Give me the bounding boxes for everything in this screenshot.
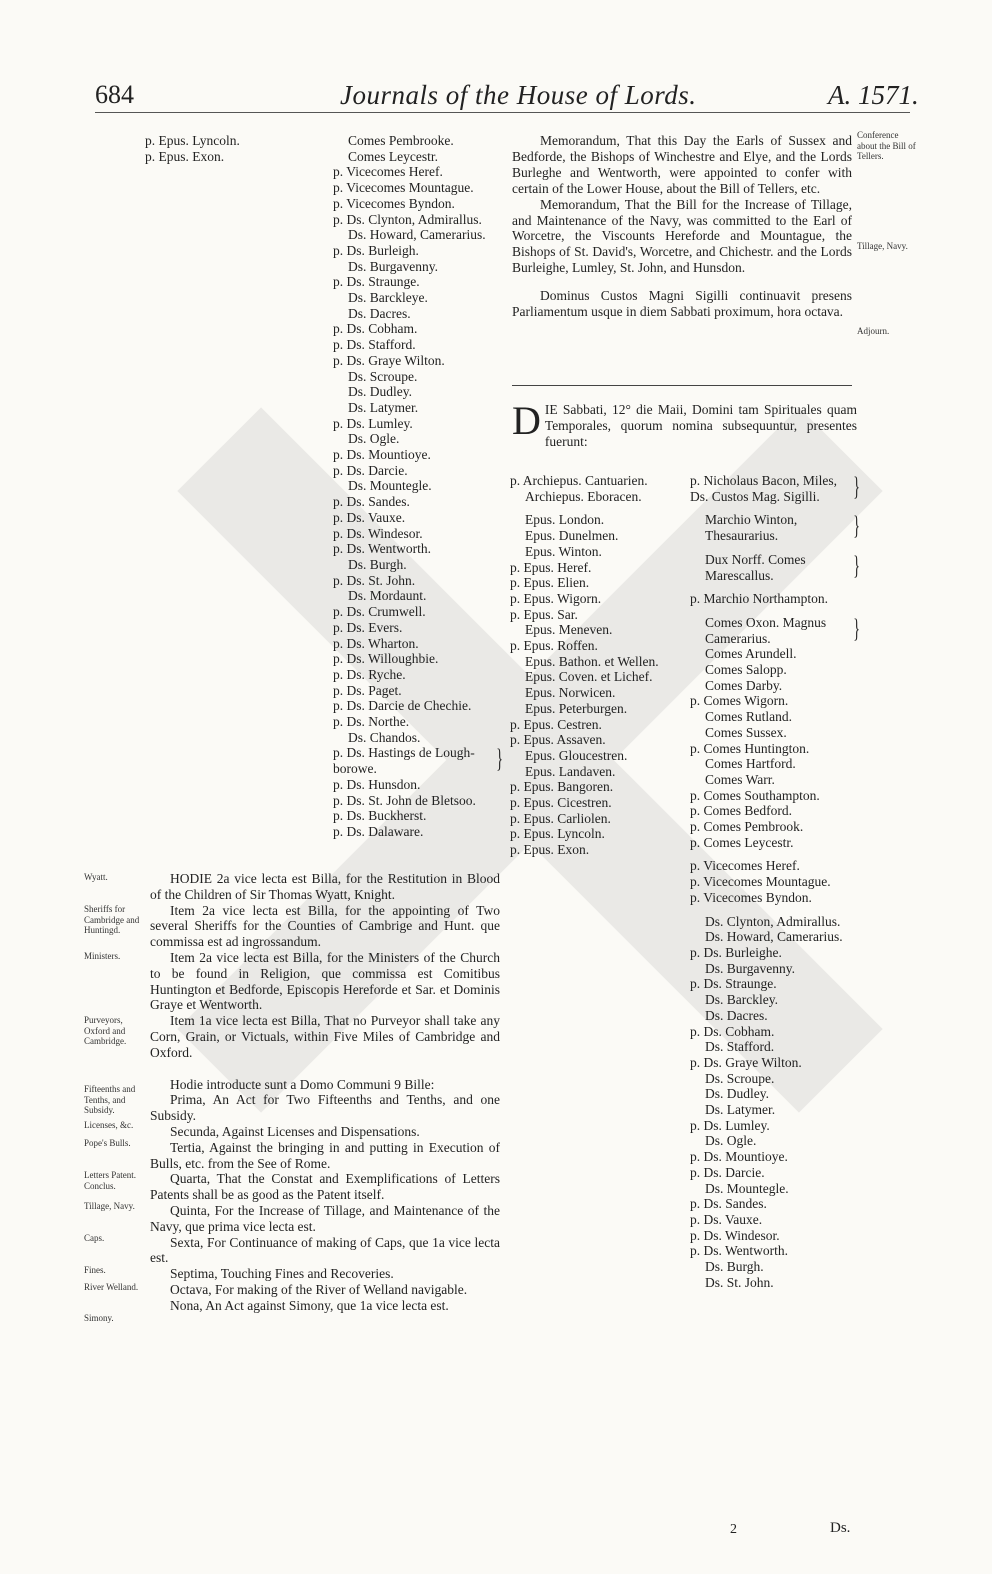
list-item: p. Ds. Burleigh. — [333, 242, 419, 258]
list-item: p. Epus. Lyncoln. — [145, 133, 240, 148]
list-item: Ds. Mountegle. — [705, 1180, 789, 1196]
list-item: Comes Leycestr. — [348, 148, 438, 164]
list-item: Ds. Burgh. — [348, 556, 407, 572]
list-item: p. Nicholaus Bacon, Miles, Ds. Custos Mag. Sigilli. } — [690, 473, 860, 504]
header-rule — [95, 112, 910, 113]
signature-mark: 2 — [730, 1522, 737, 1537]
list-item: Ds. Chandos. — [348, 729, 421, 745]
lords-temporal-list — [690, 473, 860, 1290]
list-item: Marchio Winton, Thesaurarius. } — [690, 512, 860, 543]
list-item: Ds. Scroupe. — [348, 368, 418, 384]
list-item: Comes Salopp. — [705, 662, 787, 678]
list-item: p. Ds. Ryche. — [333, 666, 406, 682]
adjournment: Dominus Custos Magni Sigilli continuavit presens Parliamentum usque in diem Sabbati proximum, hora octava. — [512, 288, 852, 320]
margin-note: Fines. — [84, 1265, 106, 1275]
list-item: p. Comes Pembrook. — [690, 819, 804, 835]
list-item: p. Ds. Windesor. — [690, 1227, 780, 1243]
margin-note-adjourn: Adjourn. — [857, 326, 890, 336]
list-item: p. Epus. Roffen. — [510, 638, 598, 654]
list-item: Comes Hartford. — [705, 756, 796, 772]
proceeding-entry: Secunda, Against Licenses and Dispensations. — [170, 1123, 420, 1139]
list-item: p. Epus. Assaven. — [510, 732, 606, 748]
margin-note: Wyatt. — [84, 872, 108, 882]
left-top-list — [145, 133, 240, 164]
proceeding-entry: Quarta, That the Constat and Exemplifications of Letters Patents shall be as good as the Patent itself. — [150, 1171, 500, 1203]
list-item: Ds. Mountegle. — [348, 478, 432, 494]
margin-note: Tillage, Navy. — [84, 1201, 135, 1211]
list-item: Ds. Ogle. — [705, 1133, 757, 1149]
list-item: Ds. Clynton, Admirallus. — [705, 913, 841, 929]
margin-note: Sheriffs for Cambridge and Huntingd. — [84, 904, 140, 935]
list-item: p. Epus. Sar. — [510, 606, 578, 622]
list-item: p. Ds. Graye Wilton. — [333, 352, 445, 368]
proceeding-entry: Prima, An Act for Two Fifteenths and Tenths, and one Subsidy. — [150, 1092, 500, 1124]
list-item: p. Epus. Elien. — [510, 575, 590, 591]
list-item: Ds. Barckleye. — [348, 290, 428, 306]
margin-note: Caps. — [84, 1233, 105, 1243]
list-item: Epus. London. — [525, 512, 605, 528]
list-item: p. Ds. Clynton, Admirallus. — [333, 211, 482, 227]
list-item: p. Ds. Sandes. — [333, 494, 410, 510]
list-item: p. Epus. Heref. — [510, 559, 592, 575]
proceeding-entry: Septima, Touching Fines and Recoveries. — [170, 1266, 394, 1282]
list-item: p. Ds. Willoughbie. — [333, 651, 439, 667]
proceeding-entry: Quinta, For the Increase of Tillage, and Maintenance of the Navy, que prima vice lecta est. — [150, 1202, 500, 1234]
list-item: Comes Darby. — [705, 677, 783, 693]
list-item: Epus. Bathon. et Wellen. — [525, 653, 659, 669]
list-item: Epus. Gloucestren. — [525, 747, 628, 763]
list-item: Epus. Meneven. — [525, 622, 613, 638]
list-item: p. Ds. Mountioye. — [690, 1149, 788, 1165]
list-item: Comes Warr. — [705, 771, 775, 787]
list-item: p. Ds. Mountioye. — [333, 447, 431, 463]
list-item: p. Vicecomes Byndon. — [333, 195, 455, 211]
list-item: p. Archiepus. Cantuarien. — [510, 473, 648, 488]
list-item: p. Vicecomes Heref. — [690, 858, 800, 874]
day-heading-text: IE Sabbati, 12° die Maii, Domini tam Spirituales quam Temporales, quorum nomina subsequuntur, presentes fuerunt: — [544, 402, 857, 449]
list-item: p. Comes Wigorn. — [690, 693, 789, 709]
margin-note: Licenses, &c. — [84, 1120, 134, 1130]
list-item: p. Vicecomes Heref. — [333, 164, 443, 180]
list-item: p. Epus. Cicestren. — [510, 795, 612, 811]
list-item: Ds. Barckley. — [705, 992, 778, 1008]
list-item: p. Ds. Cobham. — [333, 321, 418, 337]
list-item: Ds. Burgh. — [705, 1259, 764, 1275]
list-item: Epus. Landaven. — [525, 763, 616, 779]
proceeding-entry: Tertia, Against the bringing in and putting in Execution of Bulls, etc. from the See of Rome. — [150, 1139, 500, 1171]
margin-note-conference: Conference about the Bill of Tellers. — [857, 130, 916, 161]
day-heading — [512, 398, 857, 450]
list-item: p. Ds. Buckherst. — [333, 808, 427, 824]
list-item: Ds. Scroupe. — [705, 1070, 775, 1086]
list-item: p. Ds. Straunge. — [333, 274, 420, 290]
list-item: Archiepus. Eboracen. — [525, 488, 642, 504]
proceeding-entry: Item 1a vice lecta est Billa, That no Purveyor shall take any Corn, Grain, or Victuals, within Five Miles of Cambridge and Oxford. — [150, 1013, 500, 1060]
margin-note: Purveyors, Oxford and Cambridge. — [84, 1015, 127, 1046]
list-item: p. Epus. Exon. — [510, 842, 590, 858]
proceeding-entry: Nona, An Act against Simony, que 1a vice lecta est. — [170, 1297, 449, 1313]
running-title: Journals of the House of Lords. — [340, 80, 697, 110]
list-item: p. Ds. Sandes. — [690, 1196, 767, 1212]
list-item: Ds. Howard, Camerarius. — [348, 227, 486, 243]
list-item: p. Ds. Wentworth. — [333, 541, 432, 557]
proceeding-entry: Octava, For making of the River of Welland navigable. — [170, 1281, 468, 1297]
list-item: Ds. Dacres. — [348, 305, 411, 321]
list-item: Comes Oxon. Magnus Camerarius. } — [690, 615, 860, 646]
proceeding-entry: Hodie introducte sunt a Domo Communi 9 Bille: — [170, 1076, 435, 1092]
list-item: p. Comes Bedford. — [690, 803, 792, 819]
list-item: Ds. Ogle. — [348, 431, 400, 447]
list-item: Ds. Latymer. — [705, 1102, 776, 1118]
proceeding-entry: Sexta, For Continuance of making of Caps, que 1a vice lecta est. — [150, 1234, 500, 1266]
list-item: p. Vicecomes Mountague. — [690, 874, 831, 890]
margin-note: Letters Patent. Conclus. — [84, 1170, 136, 1191]
proceedings — [150, 871, 500, 1314]
list-item: p. Ds. Lumley. — [690, 1117, 770, 1133]
list-item: p. Vicecomes Byndon. — [690, 889, 812, 905]
list-item: Ds. Howard, Camerarius. — [705, 929, 843, 945]
list-item: p. Epus. Cestren. — [510, 716, 602, 732]
list-item: p. Ds. Graye Wilton. — [690, 1054, 802, 1070]
list-item: p. Ds. Windesor. — [333, 525, 423, 541]
list-item: p. Ds. Wentworth. — [690, 1243, 789, 1259]
list-item: p. Ds. Stafford. — [333, 337, 416, 353]
list-item: p. Ds. St. John. — [333, 572, 416, 588]
list-item: p. Ds. Cobham. — [690, 1023, 775, 1039]
margin-note-tillage: Tillage, Navy. — [857, 241, 908, 251]
list-item: Ds. Dudley. — [348, 384, 412, 400]
list-item: p. Ds. Lumley. — [333, 415, 413, 431]
list-item: p. Ds. Paget. — [333, 682, 402, 698]
list-item: p. Ds. Darcie. — [690, 1164, 765, 1180]
list-item: p. Epus. Bangoren. — [510, 779, 614, 795]
list-item: Epus. Dunelmen. — [525, 528, 619, 544]
list-item: p. Epus. Wigorn. — [510, 590, 602, 606]
list-item: p. Ds. Straunge. — [690, 976, 777, 992]
proceeding-entry: Item 2a vice lecta est Billa, for the appointing of Two several Sheriffs for the Counties of Cambrige and Hunt. que commissa est ad ingrossandum. — [150, 902, 500, 950]
list-item: Comes Sussex. — [705, 724, 787, 740]
list-item: Epus. Norwicen. — [525, 685, 616, 701]
list-item: p. Ds. Wharton. — [333, 635, 419, 651]
margin-note: Pope's Bulls. — [84, 1138, 131, 1148]
list-item: Dux Norff. Comes Marescallus. } — [690, 552, 860, 583]
list-item: p. Ds. Crumwell. — [333, 604, 426, 620]
proceeding-entry: Item 2a vice lecta est Billa, for the Ministers of the Church to be found in Religion, que commissa est Comitibus Huntington et Bedforde, Episcopis Hereforde et Sar. et Dominis Graye et Wentworth. — [150, 949, 500, 1013]
memorandum-tellers: Memorandum, That this Day the Earls of Sussex and Bedforde, the Bishops of Winchestre and Elye, and the Lords Burleghe and Wentworth, were appointed to confer with certain of the Lower House, about the Bill of Tellers, etc. — [512, 133, 852, 196]
list-item: p. Comes Huntington. — [690, 740, 810, 756]
memoranda-section — [512, 133, 852, 320]
lords-spiritual-list — [510, 473, 659, 858]
list-item: p. Comes Southampton. — [690, 787, 820, 803]
proceeding-entry: HODIE 2a vice lecta est Billa, for the Restitution in Blood of the Children of Sir Thomas Wyatt, Knight. — [150, 871, 500, 902]
list-item: Ds. Burgavenny. — [705, 960, 795, 976]
list-item: Ds. Dudley. — [705, 1086, 769, 1102]
section-divider — [512, 385, 852, 386]
margin-note: Ministers. — [84, 951, 121, 961]
list-item: p. Ds. Dalaware. — [333, 823, 424, 839]
list-item: Ds. Latymer. — [348, 399, 419, 415]
memorandum-tillage: Memorandum, That the Bill for the Increase of Tillage, and Maintenance of the Navy, was committed to the Earl of Worcetre, the Viscounts Hereforde and Mountague, the Bishops of St. David's, Worcetre, and Chichestr. and the Lords Burleighe, Lumley, St. John, and Hunsdon. — [512, 196, 852, 276]
list-item: p. Ds. Northe. — [333, 714, 410, 730]
list-item: p. Ds. Vauxe. — [333, 509, 406, 525]
catchword: Ds. — [830, 1520, 851, 1536]
list-item: Epus. Coven. et Lichef. — [525, 669, 653, 685]
list-item: Ds. Dacres. — [705, 1007, 768, 1023]
page-number: 684 — [95, 80, 134, 109]
list-item: Ds. Burgavenny. — [348, 258, 438, 274]
list-item: p. Vicecomes Mountague. — [333, 180, 474, 196]
margin-note: Simony. — [84, 1313, 114, 1323]
list-item: p. Ds. Evers. — [333, 619, 403, 635]
list-item: Ds. Mordaunt. — [348, 588, 427, 604]
margin-note: River Welland. — [84, 1282, 139, 1292]
list-item: p. Ds. St. John de Bletsoo. — [333, 792, 476, 808]
list-item: p. Ds. Hunsdon. — [333, 776, 421, 792]
margin-note: Fifteenths and Tenths, and Subsidy. — [84, 1084, 136, 1115]
list-item: p. Ds. Vauxe. — [690, 1211, 763, 1227]
list-item: p. Ds. Darcie. — [333, 462, 408, 478]
list-item: p. Epus. Carliolen. — [510, 810, 611, 826]
list-item: Comes Rutland. — [705, 709, 792, 725]
list-item: Comes Arundell. — [705, 646, 797, 662]
list-item: p. Comes Leycestr. — [690, 834, 794, 850]
list-item: Ds. St. John. — [705, 1274, 774, 1290]
list-item: p. Ds. Darcie de Chechie. — [333, 698, 472, 714]
list-item: p. Epus. Lyncoln. — [510, 826, 605, 842]
middle-attendance-list — [333, 133, 503, 840]
drop-cap: D — [512, 398, 541, 443]
list-item: Epus. Peterburgen. — [525, 700, 628, 716]
list-item: Ds. Stafford. — [705, 1039, 775, 1055]
page-year: A. 1571. — [828, 80, 919, 110]
list-item: p. Ds. Burleighe. — [690, 944, 782, 960]
list-item: p. Ds. Hastings de Lough- borowe. } — [333, 745, 503, 776]
list-item: Epus. Winton. — [525, 543, 602, 559]
list-item: p. Marchio Northampton. — [690, 591, 828, 607]
list-item: p. Epus. Exon. — [145, 148, 225, 164]
list-item: Comes Pembrooke. — [348, 133, 454, 148]
